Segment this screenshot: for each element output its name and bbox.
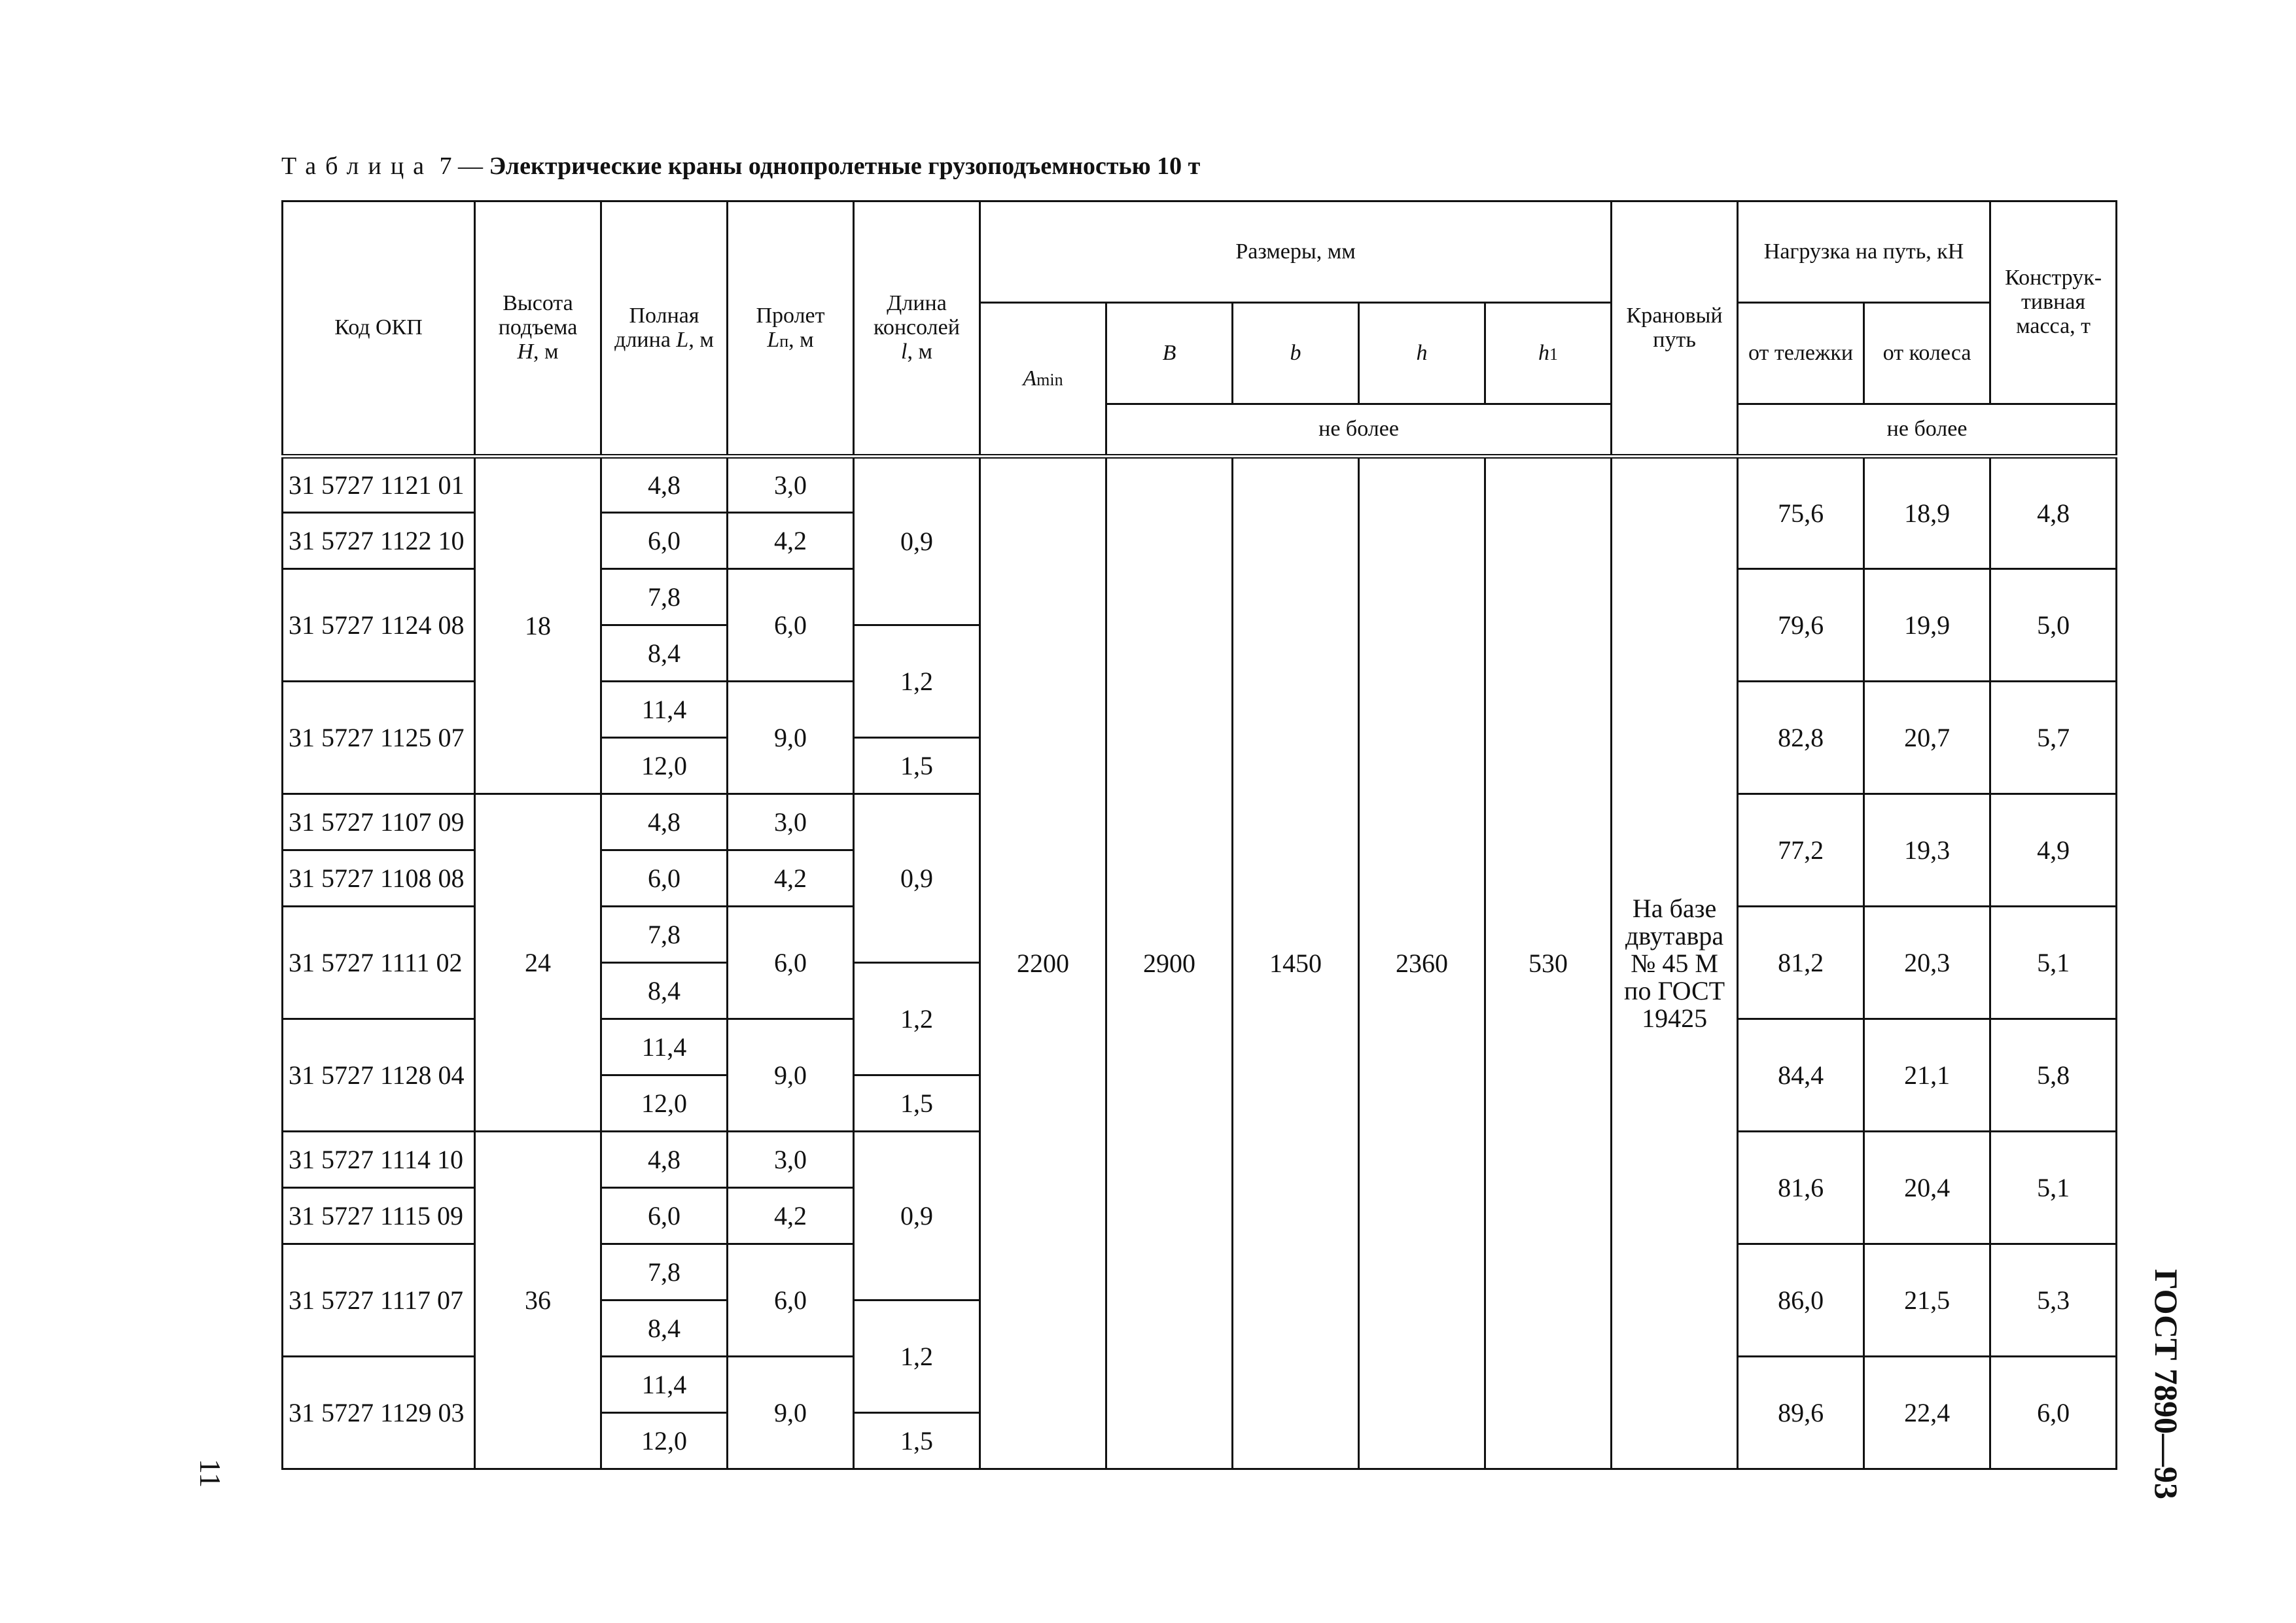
load-trolley: 82,8 <box>1738 682 1864 794</box>
full-length: 6,0 <box>601 1188 728 1244</box>
load-trolley: 84,4 <box>1738 1019 1864 1132</box>
span: 9,0 <box>728 1357 854 1469</box>
load-trolley: 75,6 <box>1738 457 1864 569</box>
console-length: 0,9 <box>854 457 980 625</box>
header-h: h <box>1359 303 1485 404</box>
full-length: 12,0 <box>601 1075 728 1132</box>
mass: 5,1 <box>1990 1132 2117 1244</box>
span: 6,0 <box>728 569 854 682</box>
crane-track: На базе двутавра № 45 М по ГОСТ 19425 <box>1612 457 1738 1469</box>
mass: 5,8 <box>1990 1019 2117 1132</box>
span: 6,0 <box>728 1244 854 1357</box>
header-B: B <box>1106 303 1233 404</box>
header-load-wheel: от колеса <box>1864 303 1990 404</box>
full-length: 12,0 <box>601 738 728 794</box>
table-caption <box>281 152 1200 181</box>
header-height: Высота подъема H, м <box>475 201 601 457</box>
load-trolley: 86,0 <box>1738 1244 1864 1357</box>
mass: 6,0 <box>1990 1357 2117 1469</box>
okp-code: 31 5727 1117 07 <box>283 1244 475 1357</box>
lift-height: 36 <box>475 1132 601 1469</box>
caption-title: Электрические краны однопролетные грузоподъемностью 10 т <box>489 152 1201 180</box>
load-wheel: 21,1 <box>1864 1019 1990 1132</box>
caption-label: Таблица <box>281 152 434 180</box>
okp-code: 31 5727 1122 10 <box>283 513 475 569</box>
console-length: 1,2 <box>854 963 980 1075</box>
size-B: 2900 <box>1106 457 1233 1469</box>
load-trolley: 81,6 <box>1738 1132 1864 1244</box>
load-wheel: 19,3 <box>1864 794 1990 907</box>
console-length: 0,9 <box>854 794 980 963</box>
header-not-more-sizes: не более <box>1106 404 1612 457</box>
full-length: 7,8 <box>601 1244 728 1300</box>
full-length: 6,0 <box>601 513 728 569</box>
header-code: Код ОКП <box>283 201 475 457</box>
console-length: 1,2 <box>854 625 980 738</box>
crane-table <box>281 200 2117 1470</box>
full-length: 4,8 <box>601 1132 728 1188</box>
header-mass: Конструк-тивная масса, т <box>1990 201 2117 404</box>
full-length: 4,8 <box>601 794 728 850</box>
load-wheel: 21,5 <box>1864 1244 1990 1357</box>
header-load: Нагрузка на путь, кН <box>1738 201 1990 303</box>
standard-designation: ГОСТ 7890—93 <box>2148 1269 2185 1500</box>
span: 3,0 <box>728 1132 854 1188</box>
page-number: 11 <box>194 1459 227 1488</box>
full-length: 12,0 <box>601 1413 728 1469</box>
full-length: 4,8 <box>601 457 728 513</box>
size-h: 2360 <box>1359 457 1485 1469</box>
mass: 5,0 <box>1990 569 2117 682</box>
lift-height: 18 <box>475 457 601 794</box>
size-h1: 530 <box>1485 457 1612 1469</box>
header-span: Пролет Lп, м <box>728 201 854 457</box>
load-trolley: 89,6 <box>1738 1357 1864 1469</box>
mass: 4,8 <box>1990 457 2117 569</box>
full-length: 8,4 <box>601 1300 728 1357</box>
mass: 5,3 <box>1990 1244 2117 1357</box>
okp-code: 31 5727 1121 01 <box>283 457 475 513</box>
console-length: 1,5 <box>854 738 980 794</box>
console-length: 1,5 <box>854 1075 980 1132</box>
mass: 4,9 <box>1990 794 2117 907</box>
load-trolley: 81,2 <box>1738 907 1864 1019</box>
load-trolley: 77,2 <box>1738 794 1864 907</box>
span: 4,2 <box>728 1188 854 1244</box>
span: 9,0 <box>728 1019 854 1132</box>
full-length: 8,4 <box>601 625 728 682</box>
okp-code: 31 5727 1124 08 <box>283 569 475 682</box>
full-length: 8,4 <box>601 963 728 1019</box>
full-length: 7,8 <box>601 569 728 625</box>
full-length: 11,4 <box>601 682 728 738</box>
load-wheel: 20,7 <box>1864 682 1990 794</box>
full-length: 6,0 <box>601 850 728 907</box>
okp-code: 31 5727 1111 02 <box>283 907 475 1019</box>
full-length: 11,4 <box>601 1019 728 1075</box>
console-length: 1,2 <box>854 1300 980 1413</box>
okp-code: 31 5727 1128 04 <box>283 1019 475 1132</box>
full-length: 11,4 <box>601 1357 728 1413</box>
okp-code: 31 5727 1129 03 <box>283 1357 475 1469</box>
header-not-more-load: не более <box>1738 404 2117 457</box>
load-wheel: 18,9 <box>1864 457 1990 569</box>
header-console: Длина консолей l, м <box>854 201 980 457</box>
span: 4,2 <box>728 513 854 569</box>
header-sizes: Размеры, мм <box>980 201 1612 303</box>
load-wheel: 20,3 <box>1864 907 1990 1019</box>
header-load-trolley: от тележки <box>1738 303 1864 404</box>
header-amin: Amin <box>980 303 1106 457</box>
load-wheel: 20,4 <box>1864 1132 1990 1244</box>
okp-code: 31 5727 1115 09 <box>283 1188 475 1244</box>
span: 3,0 <box>728 794 854 850</box>
console-length: 0,9 <box>854 1132 980 1300</box>
okp-code: 31 5727 1107 09 <box>283 794 475 850</box>
span: 6,0 <box>728 907 854 1019</box>
header-b: b <box>1233 303 1359 404</box>
okp-code: 31 5727 1108 08 <box>283 850 475 907</box>
okp-code: 31 5727 1114 10 <box>283 1132 475 1188</box>
span: 9,0 <box>728 682 854 794</box>
header-length: Полная длина L, м <box>601 201 728 457</box>
span: 3,0 <box>728 457 854 513</box>
mass: 5,1 <box>1990 907 2117 1019</box>
lift-height: 24 <box>475 794 601 1132</box>
console-length: 1,5 <box>854 1413 980 1469</box>
size-b: 1450 <box>1233 457 1359 1469</box>
load-wheel: 19,9 <box>1864 569 1990 682</box>
size-amin: 2200 <box>980 457 1106 1469</box>
full-length: 7,8 <box>601 907 728 963</box>
mass: 5,7 <box>1990 682 2117 794</box>
caption-number: 7 — <box>439 152 484 180</box>
header-h1: h1 <box>1485 303 1612 404</box>
load-wheel: 22,4 <box>1864 1357 1990 1469</box>
span: 4,2 <box>728 850 854 907</box>
load-trolley: 79,6 <box>1738 569 1864 682</box>
header-track: Крановый путь <box>1612 201 1738 457</box>
okp-code: 31 5727 1125 07 <box>283 682 475 794</box>
